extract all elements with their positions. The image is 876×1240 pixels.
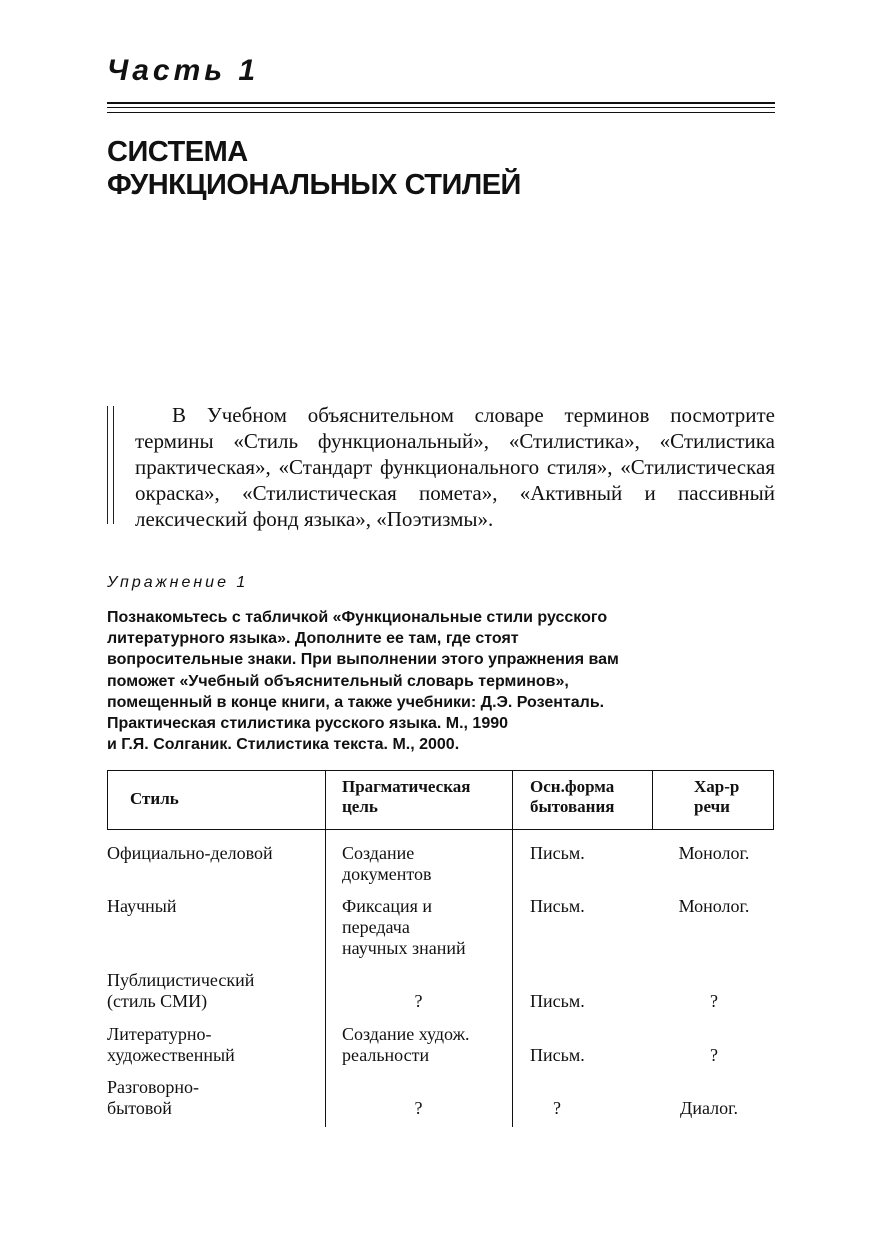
- cell-text: документов: [342, 864, 432, 884]
- cell-text: научных знаний: [342, 938, 466, 958]
- divider-rule: [107, 102, 775, 104]
- header-goal: [342, 777, 470, 817]
- part-heading: Часть 1: [107, 54, 260, 87]
- header-character-line: Хар-р: [694, 777, 740, 796]
- cell-text: Создание худож.: [342, 1024, 470, 1044]
- exercise-line: поможет «Учебный объяснительный словарь терминов»,: [107, 672, 569, 690]
- header-character: [694, 777, 739, 817]
- note-paragraph: В Учебном объяснительном словаре терминов посмотрите термины «Стиль функциональный», «Стилистика», «Стилистика практическая», «Стандарт функционального стиля», «Стилистическая окраска», «Стилистическая помета», «Активный и пассивный лексический фонд языка», «Поэтизмы».: [135, 403, 775, 531]
- exercise-line: литературного языка». Дополните ее там, где стоят: [107, 630, 519, 648]
- cell-text: Создание: [342, 843, 415, 863]
- chapter-title-line: СИСТЕМА: [107, 136, 248, 168]
- table-row-form: Письм.: [530, 1045, 585, 1065]
- header-character-line: речи: [694, 797, 730, 816]
- cell-text: Публицистический: [107, 970, 255, 990]
- table-row-character: ?: [710, 991, 718, 1011]
- table-row-goal: [342, 1024, 470, 1066]
- divider-rule: [107, 107, 775, 108]
- note-margin-bar: [107, 406, 108, 524]
- cell-text: передача: [342, 917, 410, 937]
- column-divider: [325, 770, 326, 1127]
- header-goal-line: Прагматическая: [342, 777, 471, 796]
- chapter-title: [107, 136, 521, 202]
- table-row-style: [107, 843, 273, 864]
- styles-table: [107, 770, 774, 1127]
- cell-text: Научный: [107, 896, 177, 916]
- cell-text: Разговорно-: [107, 1077, 200, 1097]
- table-row-style: [107, 1077, 199, 1119]
- exercise-line: помещенный в конце книги, а также учебники: Д.Э. Розенталь.: [107, 693, 605, 711]
- table-row-goal: [325, 1098, 512, 1119]
- column-divider: [652, 770, 653, 830]
- table-row-style: [107, 896, 177, 917]
- table-row-form: Письм.: [530, 843, 585, 863]
- table-row-goal: [342, 843, 432, 885]
- exercise-line: вопросительные знаки. При выполнении этого упражнения вам: [107, 651, 619, 669]
- header-form-line: бытования: [530, 797, 615, 816]
- cell-text: Официально-деловой: [107, 843, 273, 863]
- cell-text: (стиль СМИ): [107, 991, 208, 1011]
- table-row-character: ?: [710, 1045, 718, 1065]
- table-row-character: Диалог.: [680, 1098, 738, 1118]
- cell-text: художественный: [107, 1045, 235, 1065]
- header-form: [530, 777, 614, 817]
- cell-text: ?: [414, 1098, 423, 1118]
- table-row-form: Письм.: [530, 991, 585, 1011]
- table-row-goal: [342, 896, 466, 959]
- exercise-line: Познакомьтесь с табличкой «Функциональные стили русского: [107, 609, 608, 626]
- header-goal-line: цель: [342, 797, 378, 816]
- exercise-label: Упражнение 1: [107, 574, 249, 591]
- table-row-style: [107, 1024, 235, 1066]
- header-form-line: Осн.форма: [530, 777, 615, 796]
- table-row-character: Монолог.: [678, 843, 750, 863]
- exercise-line: Практическая стилистика русского языка. М., 1990: [107, 715, 509, 733]
- chapter-title-line: ФУНКЦИОНАЛЬНЫХ СТИЛЕЙ: [107, 169, 521, 201]
- cell-text: бытовой: [107, 1098, 172, 1118]
- exercise-line: и Г.Я. Солганик. Стилистика текста. М., 2000.: [107, 736, 460, 754]
- header-style: Стиль: [130, 789, 179, 808]
- table-row-character: Монолог.: [678, 896, 750, 916]
- cell-text: ?: [414, 991, 423, 1011]
- column-divider: [512, 770, 513, 1127]
- divider-rule: [107, 112, 775, 113]
- table-row-style: [107, 970, 254, 1012]
- note-margin-bar: [113, 406, 114, 524]
- cell-text: Фиксация и: [342, 896, 433, 916]
- table-row-goal: [325, 991, 512, 1012]
- table-row-form: Письм.: [530, 896, 585, 916]
- cell-text: реальности: [342, 1045, 430, 1065]
- cell-text: Литературно-: [107, 1024, 212, 1044]
- table-row-form: ?: [553, 1098, 561, 1118]
- exercise-instructions: [107, 607, 777, 755]
